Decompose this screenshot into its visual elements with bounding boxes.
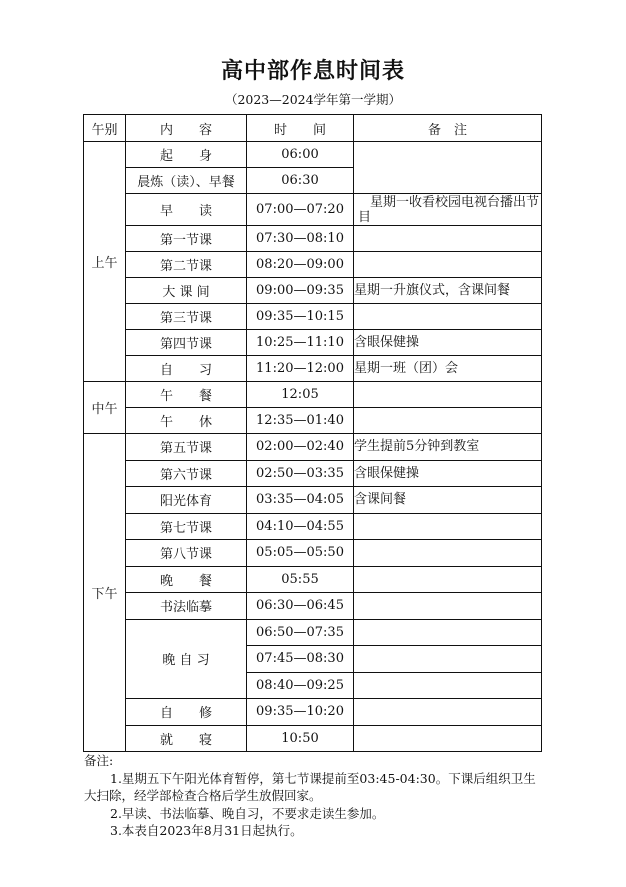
note-cell (354, 142, 542, 194)
table-row (84, 278, 542, 304)
activity-cell: 午 休 (126, 408, 247, 434)
note-cell (354, 593, 542, 620)
page-subtitle: （2023—2024学年第一学期） (224, 92, 402, 107)
table-row (84, 194, 542, 226)
table-row (84, 593, 542, 620)
activity-cell: 晨炼（读）、早餐 (126, 168, 247, 194)
time-cell: 02:50—03:35 (247, 460, 354, 487)
activity-cell: 第三节课 (126, 304, 247, 330)
time-cell: 10:25—11:10 (247, 330, 354, 356)
table-row (84, 142, 542, 168)
notes-heading: 备注: (84, 753, 114, 768)
time-cell: 06:50—07:35 (247, 619, 354, 646)
activity-cell: 大 课 间 (126, 278, 247, 304)
header-period: 午别 (84, 115, 126, 142)
notes-section (84, 752, 544, 840)
table-row (84, 330, 542, 356)
activity-cell: 晚 自 习 (126, 619, 247, 699)
note-cell (354, 672, 542, 699)
time-cell: 11:20—12:00 (247, 356, 354, 382)
table-row (84, 304, 542, 330)
table-row (84, 226, 542, 252)
time-cell: 06:00 (247, 142, 354, 168)
time-cell: 03:35—04:05 (247, 487, 354, 514)
note-cell: 含眼保健操 (354, 460, 542, 487)
table-row (84, 356, 542, 382)
time-cell: 02:00—02:40 (247, 434, 354, 461)
note-cell (354, 408, 542, 434)
time-cell: 09:35—10:15 (247, 304, 354, 330)
activity-cell: 起 身 (126, 142, 247, 168)
activity-cell: 就 寝 (126, 725, 247, 752)
note-item: 1.星期五下午阳光体育暂停，第七节课提前至03:45-04:30。下课后组织卫生大扫除，经学部检查合格后学生放假回家。 (84, 770, 536, 803)
time-cell: 09:00—09:35 (247, 278, 354, 304)
table-row (84, 460, 542, 487)
note-cell (354, 725, 542, 752)
period-afternoon: 下午 (84, 434, 126, 752)
time-cell: 10:50 (247, 725, 354, 752)
table-row (84, 382, 542, 408)
note-cell (354, 382, 542, 408)
activity-cell: 第八节课 (126, 540, 247, 567)
note-cell: 含眼保健操 (354, 330, 542, 356)
time-cell: 12:35—01:40 (247, 408, 354, 434)
time-cell: 04:10—04:55 (247, 513, 354, 540)
note-item: 3.本表自2023年8月31日起执行。 (110, 823, 303, 838)
note-cell: 星期一收看校园电视台播出节目 (354, 194, 542, 226)
note-cell (354, 699, 542, 726)
time-cell: 09:35—10:20 (247, 699, 354, 726)
table-row (84, 699, 542, 726)
note-cell (354, 566, 542, 593)
header-note: 备 注 (354, 115, 542, 142)
activity-cell: 自 习 (126, 356, 247, 382)
note-cell (354, 304, 542, 330)
note-cell (354, 226, 542, 252)
time-cell: 07:00—07:20 (247, 194, 354, 226)
note-cell: 学生提前5分钟到教室 (354, 434, 542, 461)
period-noon: 中午 (84, 382, 126, 434)
activity-cell: 第六节课 (126, 460, 247, 487)
activity-cell: 第二节课 (126, 252, 247, 278)
table-row (84, 513, 542, 540)
time-cell: 07:45—08:30 (247, 646, 354, 673)
note-cell (354, 252, 542, 278)
period-morning: 上午 (84, 142, 126, 382)
activity-cell: 自 修 (126, 699, 247, 726)
activity-cell: 阳光体育 (126, 487, 247, 514)
table-row (84, 725, 542, 752)
activity-cell: 第一节课 (126, 226, 247, 252)
header-time: 时 间 (247, 115, 354, 142)
activity-cell: 午 餐 (126, 382, 247, 408)
note-cell (354, 619, 542, 646)
note-cell (354, 540, 542, 567)
time-cell: 08:20—09:00 (247, 252, 354, 278)
time-cell: 05:55 (247, 566, 354, 593)
activity-cell: 书法临摹 (126, 593, 247, 620)
activity-cell: 晚 餐 (126, 566, 247, 593)
table-row (84, 252, 542, 278)
time-cell: 05:05—05:50 (247, 540, 354, 567)
note-cell: 星期一升旗仪式，含课间餐 (354, 278, 542, 304)
table-row (84, 540, 542, 567)
activity-cell: 早 读 (126, 194, 247, 226)
note-cell (354, 646, 542, 673)
note-cell (354, 513, 542, 540)
page-title: 高中部作息时间表 (220, 58, 405, 84)
time-cell: 06:30 (247, 168, 354, 194)
note-cell: 含课间餐 (354, 487, 542, 514)
table-row (84, 619, 542, 646)
time-cell: 12:05 (247, 382, 354, 408)
note-cell: 星期一班（团）会 (354, 356, 542, 382)
table-row (84, 487, 542, 514)
time-cell: 06:30—06:45 (247, 593, 354, 620)
note-item: 2.早读、书法临摹、晚自习，不要求走读生参加。 (110, 805, 385, 821)
table-row (84, 408, 542, 434)
table-row (84, 566, 542, 593)
time-cell: 07:30—08:10 (247, 226, 354, 252)
activity-cell: 第七节课 (126, 513, 247, 540)
table-header-row (84, 115, 542, 142)
activity-cell: 第四节课 (126, 330, 247, 356)
table-row (84, 434, 542, 461)
header-activity: 内 容 (126, 115, 247, 142)
activity-cell: 第五节课 (126, 434, 247, 461)
schedule-table (83, 114, 542, 752)
time-cell: 08:40—09:25 (247, 672, 354, 699)
